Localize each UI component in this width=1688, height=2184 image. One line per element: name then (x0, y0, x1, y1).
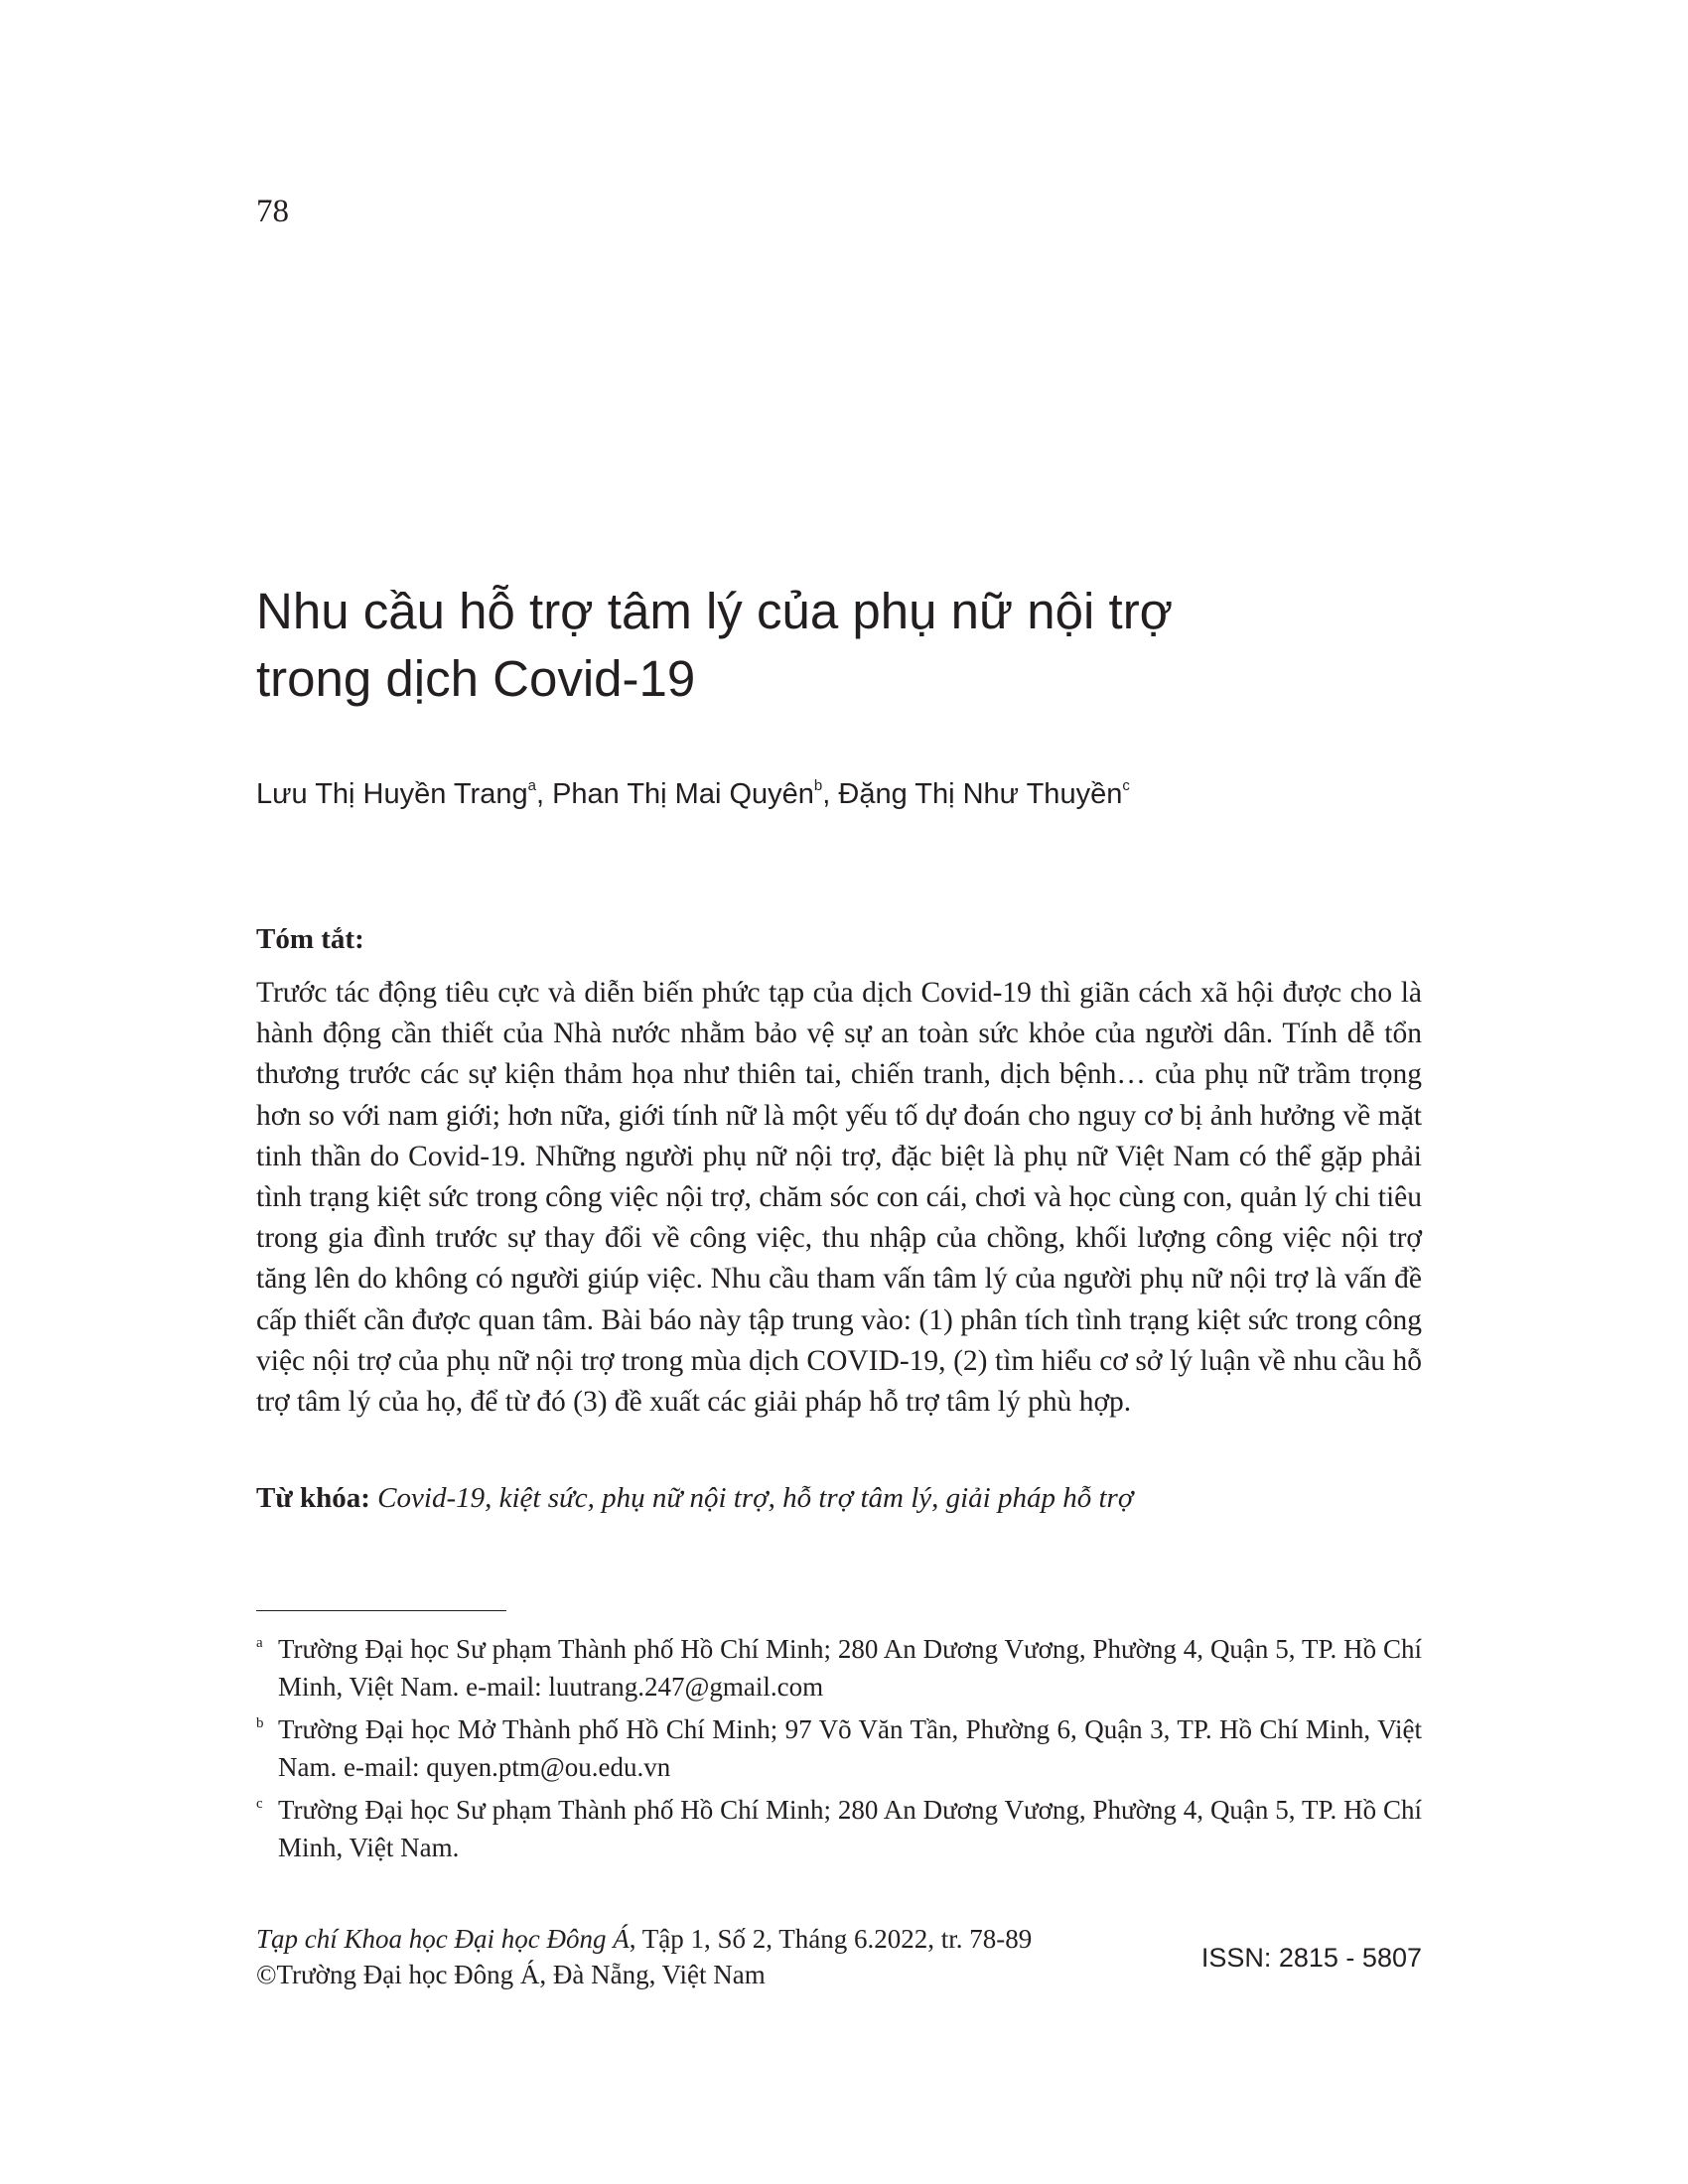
abstract-heading: Tóm tắt: (256, 923, 364, 955)
footnote-item (256, 1711, 1422, 1786)
footnote-item (256, 1792, 1422, 1866)
paper-title-line-2: trong dịch Covid-19 (256, 650, 696, 707)
author-separator: , (822, 778, 839, 810)
journal-issue-line (256, 1921, 1032, 1957)
keywords-text: Covid-19, kiệt sức, phụ nữ nội trợ, hỗ trợ tâm lý, giải pháp hỗ trợ (369, 1482, 1134, 1514)
journal-citation (256, 1921, 1032, 1992)
footnote-mark: a (256, 1635, 263, 1651)
footnote-text: Trường Đại học Sư phạm Thành phố Hồ Chí Minh; 280 An Dương Vương, Phường 4, Quận 5, TP. Hồ Chí Minh, Việt Nam. e-mail: luutrang.247@gmail.com (278, 1634, 1422, 1702)
affiliation-mark: b (813, 777, 823, 794)
footnote-text: Trường Đại học Sư phạm Thành phố Hồ Chí Minh; 280 An Dương Vương, Phường 4, Quận 5, TP. Hồ Chí Minh, Việt Nam. (278, 1795, 1422, 1862)
footnote-divider (256, 1610, 506, 1611)
paper-title (256, 578, 1448, 713)
author-name: Lưu Thị Huyền Trang (256, 778, 528, 810)
abstract-text: Trước tác động tiêu cực và diễn biến phức tạp của dịch Covid-19 thì giãn cách xã hội được cho là hành động cần thiết của Nhà nước nhằm bảo vệ sự an toàn sức khỏe của người dân. Tính dễ tổn thương trước các sự kiện thảm họa như thiên tai, chiến tranh, dịch bệnh… của phụ nữ trầm trọng hơn so với nam giới; hơn nữa, giới tính nữ là một yếu tố dự đoán cho nguy cơ bị ảnh hưởng về mặt tinh thần do Covid-19. Những người phụ nữ nội trợ, đặc biệt là phụ nữ Việt Nam có thể gặp phải tình trạng kiệt sức trong công việc nội trợ, chăm sóc con cái, chơi và học cùng con, quản lý chi tiêu trong gia đình trước sự thay đổi về công việc, thu nhập của chồng, khối lượng công việc nội trợ tăng lên do không có người giúp việc. Nhu cầu tham vấn tâm lý của người phụ nữ nội trợ là vấn đề cấp thiết cần được quan tâm. Bài báo này tập trung vào: (1) phân tích tình trạng kiệt sức trong công việc nội trợ của phụ nữ nội trợ trong mùa dịch COVID-19, (2) tìm hiểu cơ sở lý luận về nhu cầu hỗ trợ tâm lý của họ, để từ đó (3) đề xuất các giải pháp hỗ trợ tâm lý phù hợp. (256, 977, 1422, 1419)
copyright-line: ©Trường Đại học Đông Á, Đà Nẵng, Việt Nam (256, 1960, 766, 1989)
footnote-mark: c (256, 1796, 263, 1812)
affiliation-mark: a (527, 777, 536, 794)
author-list (256, 776, 1130, 812)
issn: ISSN: 2815 - 5807 (1200, 1943, 1422, 1973)
author-separator: , (535, 778, 553, 810)
keywords-label: Từ khóa: (256, 1482, 370, 1514)
journal-name: Tạp chí Khoa học Đại học Đông Á (256, 1924, 630, 1954)
keywords (256, 1480, 1422, 1516)
affiliation-mark: c (1122, 777, 1130, 794)
footnote-text: Trường Đại học Mở Thành phố Hồ Chí Minh; 97 Võ Văn Tần, Phường 6, Quận 3, TP. Hồ Chí Minh, Việt Nam. e-mail: quyen.ptm@ou.edu.vn (278, 1714, 1422, 1782)
paper-title-line-1: Nhu cầu hỗ trợ tâm lý của phụ nữ nội trợ (256, 583, 1174, 639)
footnote-item (256, 1631, 1422, 1706)
journal-issue: , Tập 1, Số 2, Tháng 6.2022, tr. 78-89 (629, 1924, 1033, 1954)
footnotes (256, 1631, 1422, 1872)
author-name: Đặng Thị Như Thuyền (838, 778, 1123, 810)
footnote-mark: b (256, 1715, 264, 1731)
author-name: Phan Thị Mai Quyên (552, 778, 814, 810)
page-number: 78 (256, 194, 289, 229)
